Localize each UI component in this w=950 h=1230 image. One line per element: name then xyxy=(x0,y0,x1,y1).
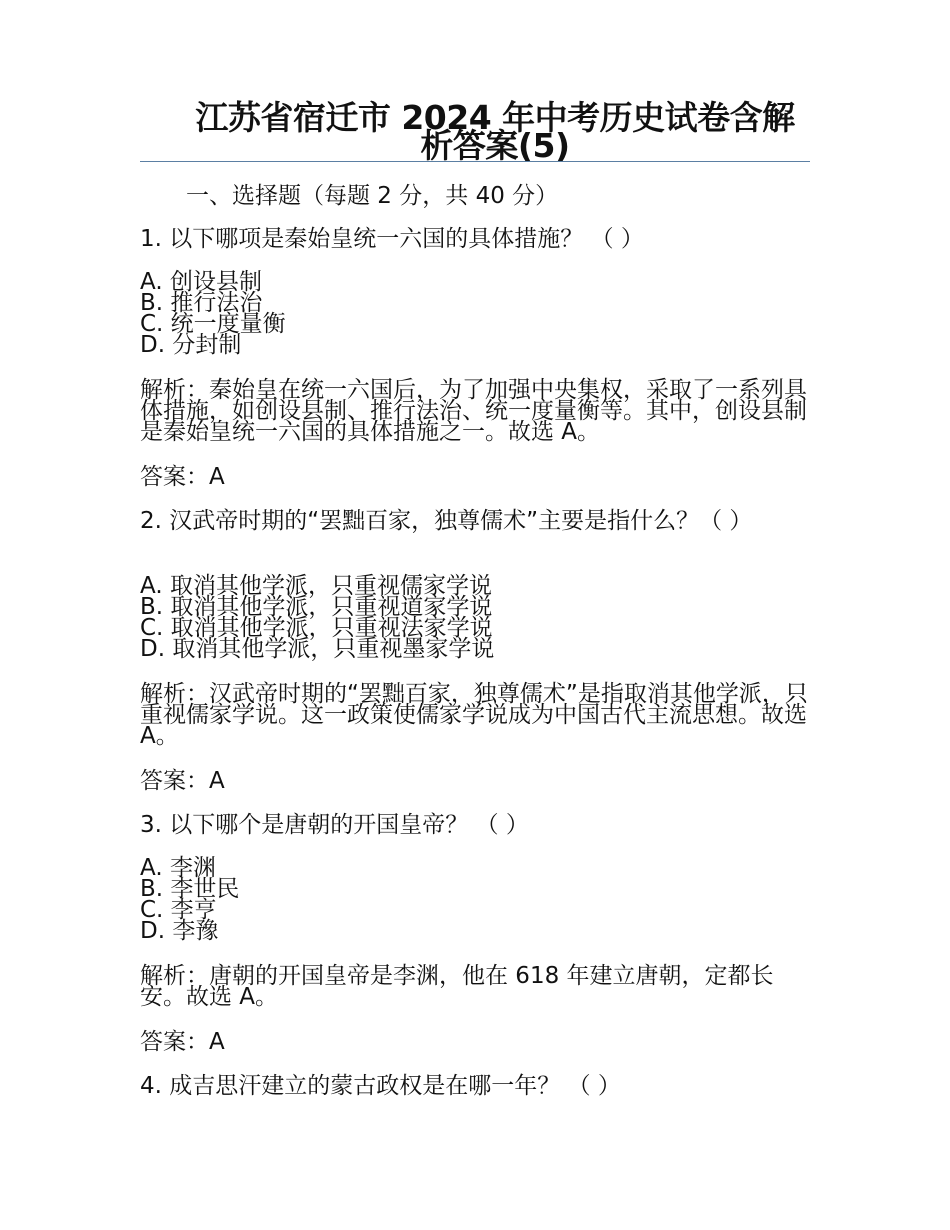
option-c: C. 李亨 xyxy=(140,897,217,923)
option-a: A. 李渊 xyxy=(140,855,216,881)
section-heading: 一、选择题（每题 2 分，共 40 分） xyxy=(186,183,559,209)
option-d: D. 李豫 xyxy=(140,918,219,944)
question-3-answer: 答案：A xyxy=(140,1029,225,1055)
option-a: A. 创设县制 xyxy=(140,269,262,295)
question-3-stem: 3. 以下哪个是唐朝的开国皇帝？ （ ） xyxy=(140,812,529,838)
question-2-stem: 2. 汉武帝时期的“罢黜百家，独尊儒术”主要是指什么？（ ） xyxy=(140,508,753,534)
document-title: 江苏省宿迁市 2024 年中考历史试卷含解析答案(5) xyxy=(195,98,795,165)
question-2-answer: 答案：A xyxy=(140,768,225,794)
option-c: C. 统一度量衡 xyxy=(140,311,286,337)
option-d: D. 分封制 xyxy=(140,332,242,358)
title-underline xyxy=(140,161,810,162)
option-b: B. 取消其他学派，只重视道家学说 xyxy=(140,594,493,620)
question-2-analysis: 解析：汉武帝时期的“罢黜百家，独尊儒术”是指取消其他学派，只重视儒家学说。这一政策使儒家学说成为中国古代主流思想。故选 A。 xyxy=(140,681,808,749)
question-1-options xyxy=(140,269,815,358)
option-a: A. 取消其他学派，只重视儒家学说 xyxy=(140,573,492,599)
option-d: D. 取消其他学派，只重视墨家学说 xyxy=(140,636,495,662)
option-b: B. 李世民 xyxy=(140,876,240,902)
option-b: B. 推行法治 xyxy=(140,290,263,316)
question-3-options xyxy=(140,855,815,944)
option-c: C. 取消其他学派，只重视法家学说 xyxy=(140,615,493,641)
question-1-stem: 1. 以下哪项是秦始皇统一六国的具体措施？ （ ） xyxy=(140,226,644,252)
question-4-stem: 4. 成吉思汗建立的蒙古政权是在哪一年？ （ ） xyxy=(140,1073,621,1099)
question-1-answer: 答案：A xyxy=(140,464,225,490)
question-2-options xyxy=(140,573,815,662)
question-3-analysis: 解析：唐朝的开国皇帝是李渊，他在 618 年建立唐朝，定都长安。故选 A。 xyxy=(140,963,774,1010)
question-1-analysis: 解析：秦始皇在统一六国后，为了加强中央集权，采取了一系列具体措施，如创设县制、推行法治、统一度量衡等。其中，创设县制是秦始皇统一六国的具体措施之一。故选 A。 xyxy=(140,377,807,445)
